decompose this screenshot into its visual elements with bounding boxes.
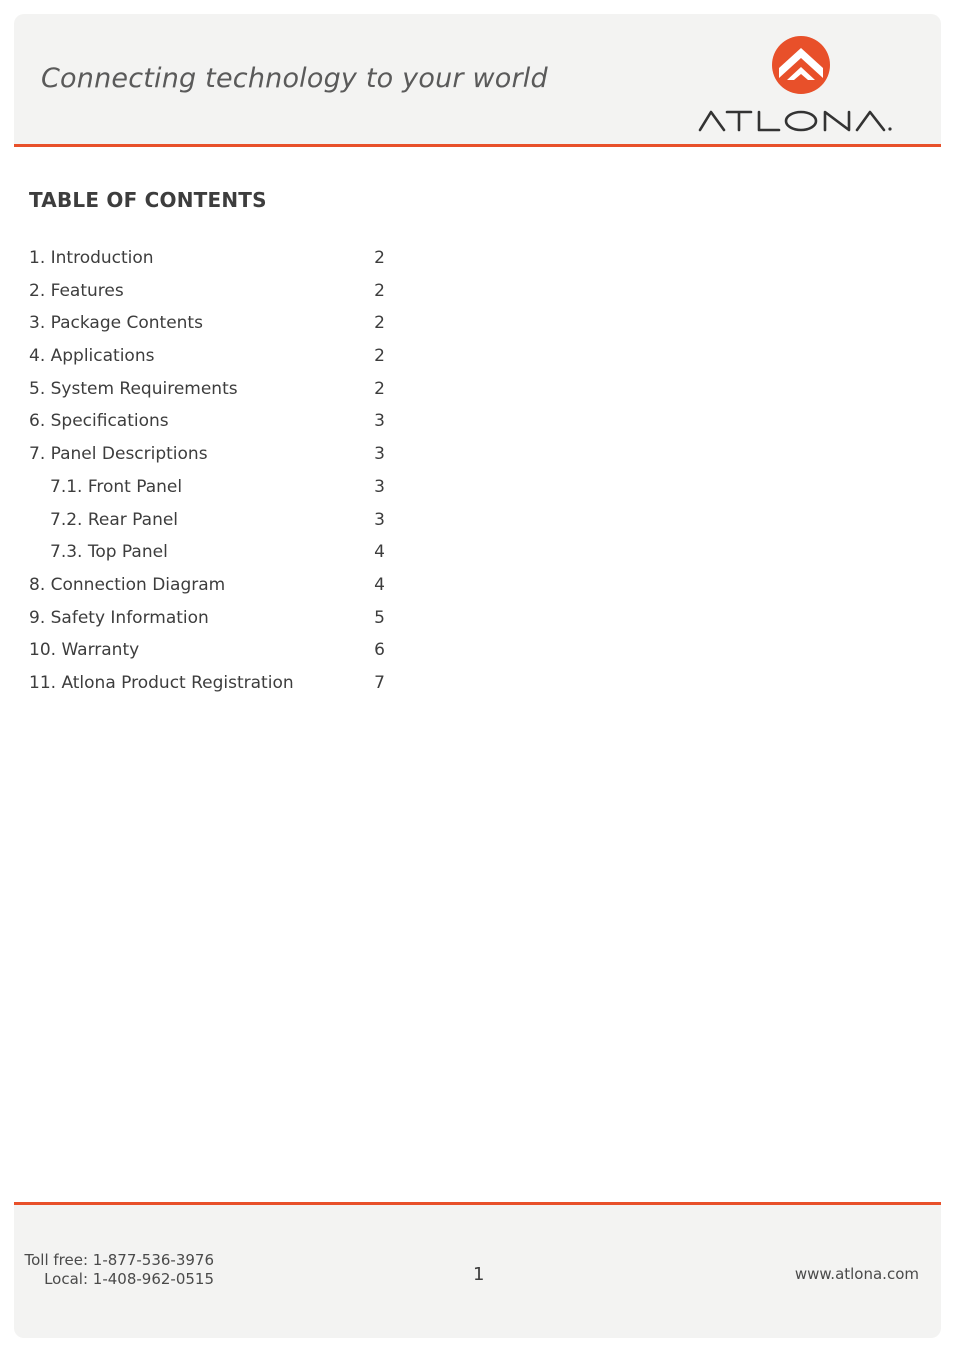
toc-entry-warranty[interactable] xyxy=(29,635,389,668)
toc-entry-label: 2. Features xyxy=(29,280,124,301)
toc-entry-page: 2 xyxy=(374,313,385,334)
toc-entry-label: 11. Atlona Product Registration xyxy=(29,672,294,693)
toc-entry-safety-information[interactable] xyxy=(29,603,389,636)
toc-entry-panel-descriptions[interactable] xyxy=(29,439,389,472)
page-footer xyxy=(14,1202,941,1338)
toc-entry-top-panel[interactable] xyxy=(29,537,389,570)
toc-entry-product-registration[interactable] xyxy=(29,668,389,701)
toc-entry-label: 8. Connection Diagram xyxy=(29,574,226,595)
toc-entry-label: 4. Applications xyxy=(29,346,155,367)
toc-entry-specifications[interactable] xyxy=(29,406,389,439)
toc-entry-page: 4 xyxy=(374,574,385,595)
toc-entry-connection-diagram[interactable] xyxy=(29,570,389,603)
toc-entry-page: 3 xyxy=(374,509,385,530)
toc-entry-page: 4 xyxy=(374,542,385,563)
toc-entry-label: 7.2. Rear Panel xyxy=(50,509,179,530)
toc-entry-label: 7.1. Front Panel xyxy=(50,476,183,497)
toc-entry-introduction[interactable] xyxy=(29,243,389,276)
toc-entry-label: 6. Specifications xyxy=(29,411,169,432)
toc-entry-page: 3 xyxy=(374,476,385,497)
toc-entry-label: 10. Warranty xyxy=(29,640,140,661)
toc-entry-page: 3 xyxy=(374,444,385,465)
toc-entry-page: 7 xyxy=(374,672,385,693)
toc-entry-rear-panel[interactable] xyxy=(29,505,389,538)
toc-entry-label: 1. Introduction xyxy=(29,248,154,268)
toc-entry-label: 7. Panel Descriptions xyxy=(29,444,208,465)
table-of-contents xyxy=(29,243,389,701)
toc-entry-page: 2 xyxy=(374,378,385,399)
toc-entry-page: 5 xyxy=(374,607,385,628)
toc-entry-package-contents[interactable] xyxy=(29,308,389,341)
toc-entry-applications[interactable] xyxy=(29,341,389,374)
toc-entry-front-panel[interactable] xyxy=(29,472,389,505)
atlona-logo-icon xyxy=(770,34,832,96)
header-tagline: Connecting technology to your world xyxy=(41,63,548,94)
toll-free-number: Toll free: 1-877-536-3976 xyxy=(24,1251,214,1269)
toc-entry-label: 5. System Requirements xyxy=(29,378,238,399)
toc-entry-page: 2 xyxy=(374,248,385,268)
website-link[interactable]: www.atlona.com xyxy=(794,1265,919,1283)
toc-title: TABLE OF CONTENTS xyxy=(29,188,267,212)
toc-entry-page: 2 xyxy=(374,346,385,367)
toc-entry-page: 6 xyxy=(374,640,385,661)
local-number: Local: 1-408-962-0515 xyxy=(44,1270,214,1288)
toc-entry-label: 9. Safety Information xyxy=(29,607,209,628)
atlona-wordmark xyxy=(697,106,913,134)
toc-entry-page: 2 xyxy=(374,280,385,301)
toc-entry-label: 7.3. Top Panel xyxy=(50,542,168,563)
toc-entry-page: 3 xyxy=(374,411,385,432)
toc-entry-system-requirements[interactable] xyxy=(29,374,389,407)
toc-entry-features[interactable] xyxy=(29,276,389,309)
page-number: 1 xyxy=(473,1264,485,1285)
contact-phones xyxy=(24,1251,214,1289)
page-header xyxy=(14,14,941,147)
toc-entry-label: 3. Package Contents xyxy=(29,313,203,334)
